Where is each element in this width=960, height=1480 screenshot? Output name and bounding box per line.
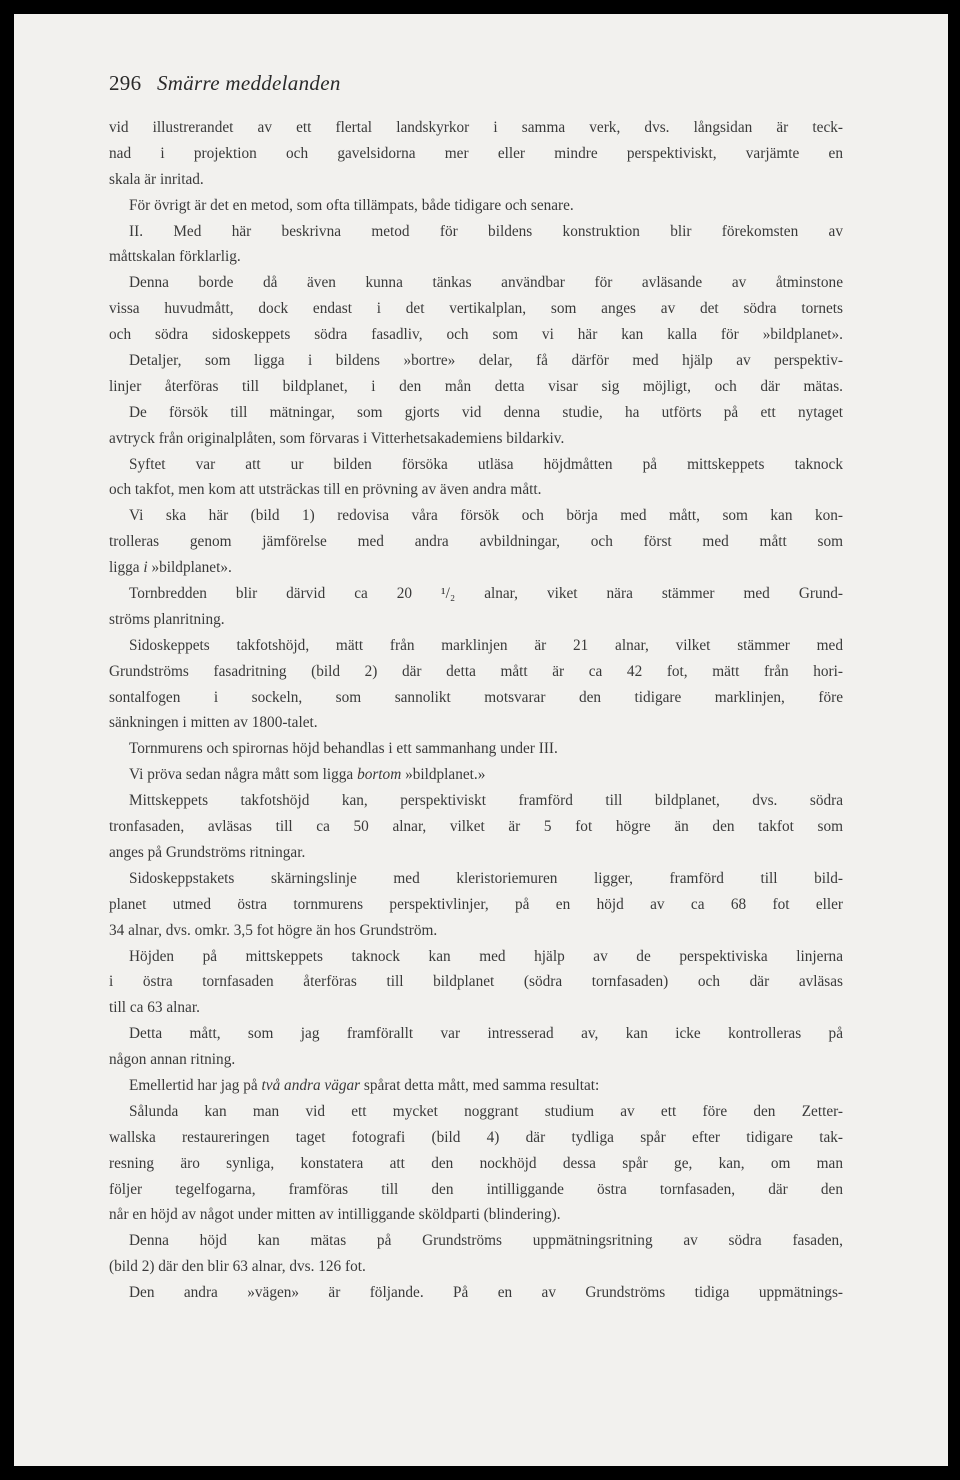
text-line: Sidoskeppets takfotshöjd, mätt från marklinjen är 21 alnar, vilket stämmer med [129,636,843,654]
text-line: nad i projektion och gavelsidorna mer eller mindre perspektiviskt, varjämte en [109,144,843,162]
text-line: ligga i »bildplanet». [109,559,232,577]
body-text [109,115,843,1306]
text-line: Emellertid har jag på två andra vägar spårat detta mått, med samma resultat: [129,1076,600,1094]
text-line: Tornmurens och spirornas höjd behandlas i ett sammanhang under III. [129,740,558,758]
text-line: når en höjd av något under mitten av intilliggande sköldparti (blindering). [109,1206,561,1224]
text-line: Tornbredden blir därvid ca 20 ¹/₂ alnar, viket nära stämmer med Grund- [129,585,843,603]
page-header [109,71,341,96]
text-line: (bild 2) där den blir 63 alnar, dvs. 126 fot. [109,1258,366,1276]
page-number: 296 [109,71,142,95]
text-line: trolleras genom jämförelse med andra avbildningar, och först med mått som [109,533,843,551]
text-line: vid illustrerandet av ett flertal landskyrkor i samma verk, dvs. långsidan är teck- [109,119,843,136]
text-line: skala är inritad. [109,170,204,188]
text-line: avtryck från originalplåten, som förvaras i Vitterhetsakademiens bildarkiv. [109,429,565,447]
text-line: Sålunda kan man vid ett mycket noggrant studium av ett före den Zetter- [129,1102,843,1120]
text-line: wallska restaureringen taget fotografi (bild 4) där tydliga spår efter tidigare tak- [109,1128,843,1146]
text-line: Höjden på mittskeppets taknock kan med hjälp av de perspektiviska linjerna [129,947,843,965]
text-line: vissa huvudmått, dock endast i det vertikalplan, som anges av det södra tornets [109,300,843,318]
text-line: Vi ska här (bild 1) redovisa våra försök och börja med mått, som kan kon- [129,507,843,525]
text-line: II. Med här beskrivna metod för bildens konstruktion blir förekomsten av [129,222,843,240]
text-line: Detta mått, som jag framförallt var intresserad av, kan icke kontrolleras på [129,1025,843,1043]
text-line: För övrigt är det en metod, som ofta tillämpats, både tidigare och senare. [129,196,574,214]
text-line: Detaljer, som ligga i bildens »bortre» delar, få därför med hjälp av perspektiv- [129,352,843,370]
text-line: sontalfogen i sockeln, som sannolikt motsvarar den tidigare marklinjen, före [109,688,843,706]
text-line: till ca 63 alnar. [109,999,200,1017]
text-line: resning äro synliga, konstatera att den nockhöjd dessa spår ge, kan, om man [109,1154,843,1172]
text-line: De försök till mätningar, som gjorts vid denna studie, ha utförts på ett nytaget [129,403,843,421]
text-line: Den andra »vägen» är följande. På en av Grundströms tidiga uppmätnings- [129,1284,843,1302]
text-line: i östra tornfasaden återföras till bildplanet (södra tornfasaden) och där avläsas [109,973,843,991]
text-line: och södra sidoskeppets södra fasadliv, och som vi här kan kalla för »bildplanet». [109,326,843,344]
text-line: Vi pröva sedan några mått som ligga bortom »bildplanet.» [129,766,486,784]
text-line: anges på Grundströms ritningar. [109,843,306,861]
text-line: Mittskeppets takfotshöjd kan, perspektiviskt framförd till bildplanet, dvs. södra [129,792,843,810]
text-line: sänkningen i mitten av 1800-talet. [109,714,318,732]
text-line: planet utmed östra tornmurens perspektivlinjer, på en höjd av ca 68 fot eller [109,895,843,913]
text-line: Denna höjd kan mätas på Grundströms uppmätningsritning av södra fasaden, [129,1232,843,1250]
text-line: linjer återföras till bildplanet, i den mån detta visar sig möjligt, och där mätas. [109,377,843,395]
text-line: och takfot, men kom att utsträckas till en prövning av även andra mått. [109,481,542,499]
text-line: måttskalan förklarlig. [109,248,241,266]
text-line: någon annan ritning. [109,1051,236,1069]
text-line: tronfasaden, avläsas till ca 50 alnar, vilket är 5 fot högre än den takfot som [109,818,843,836]
text-line: Syftet var att ur bilden försöka utläsa höjdmåtten på mittskeppets taknock [129,455,843,473]
text-line: Grundströms fasadritning (bild 2) där detta mått är ca 42 fot, mätt från hori- [109,662,843,680]
text-line: Sidoskeppstakets skärningslinje med kleristoriemuren ligger, framförd till bild- [129,869,843,887]
document-page [14,14,948,1466]
text-line: Denna borde då även kunna tänkas användbar för avläsande av åtminstone [129,274,843,292]
text-line: följer tegelfogarna, framföras till den intilliggande östra tornfasaden, där den [109,1180,843,1198]
text-line: ströms planritning. [109,610,225,628]
text-line: 34 alnar, dvs. omkr. 3,5 fot högre än hos Grundström. [109,921,438,939]
running-title: Smärre meddelanden [156,71,341,95]
